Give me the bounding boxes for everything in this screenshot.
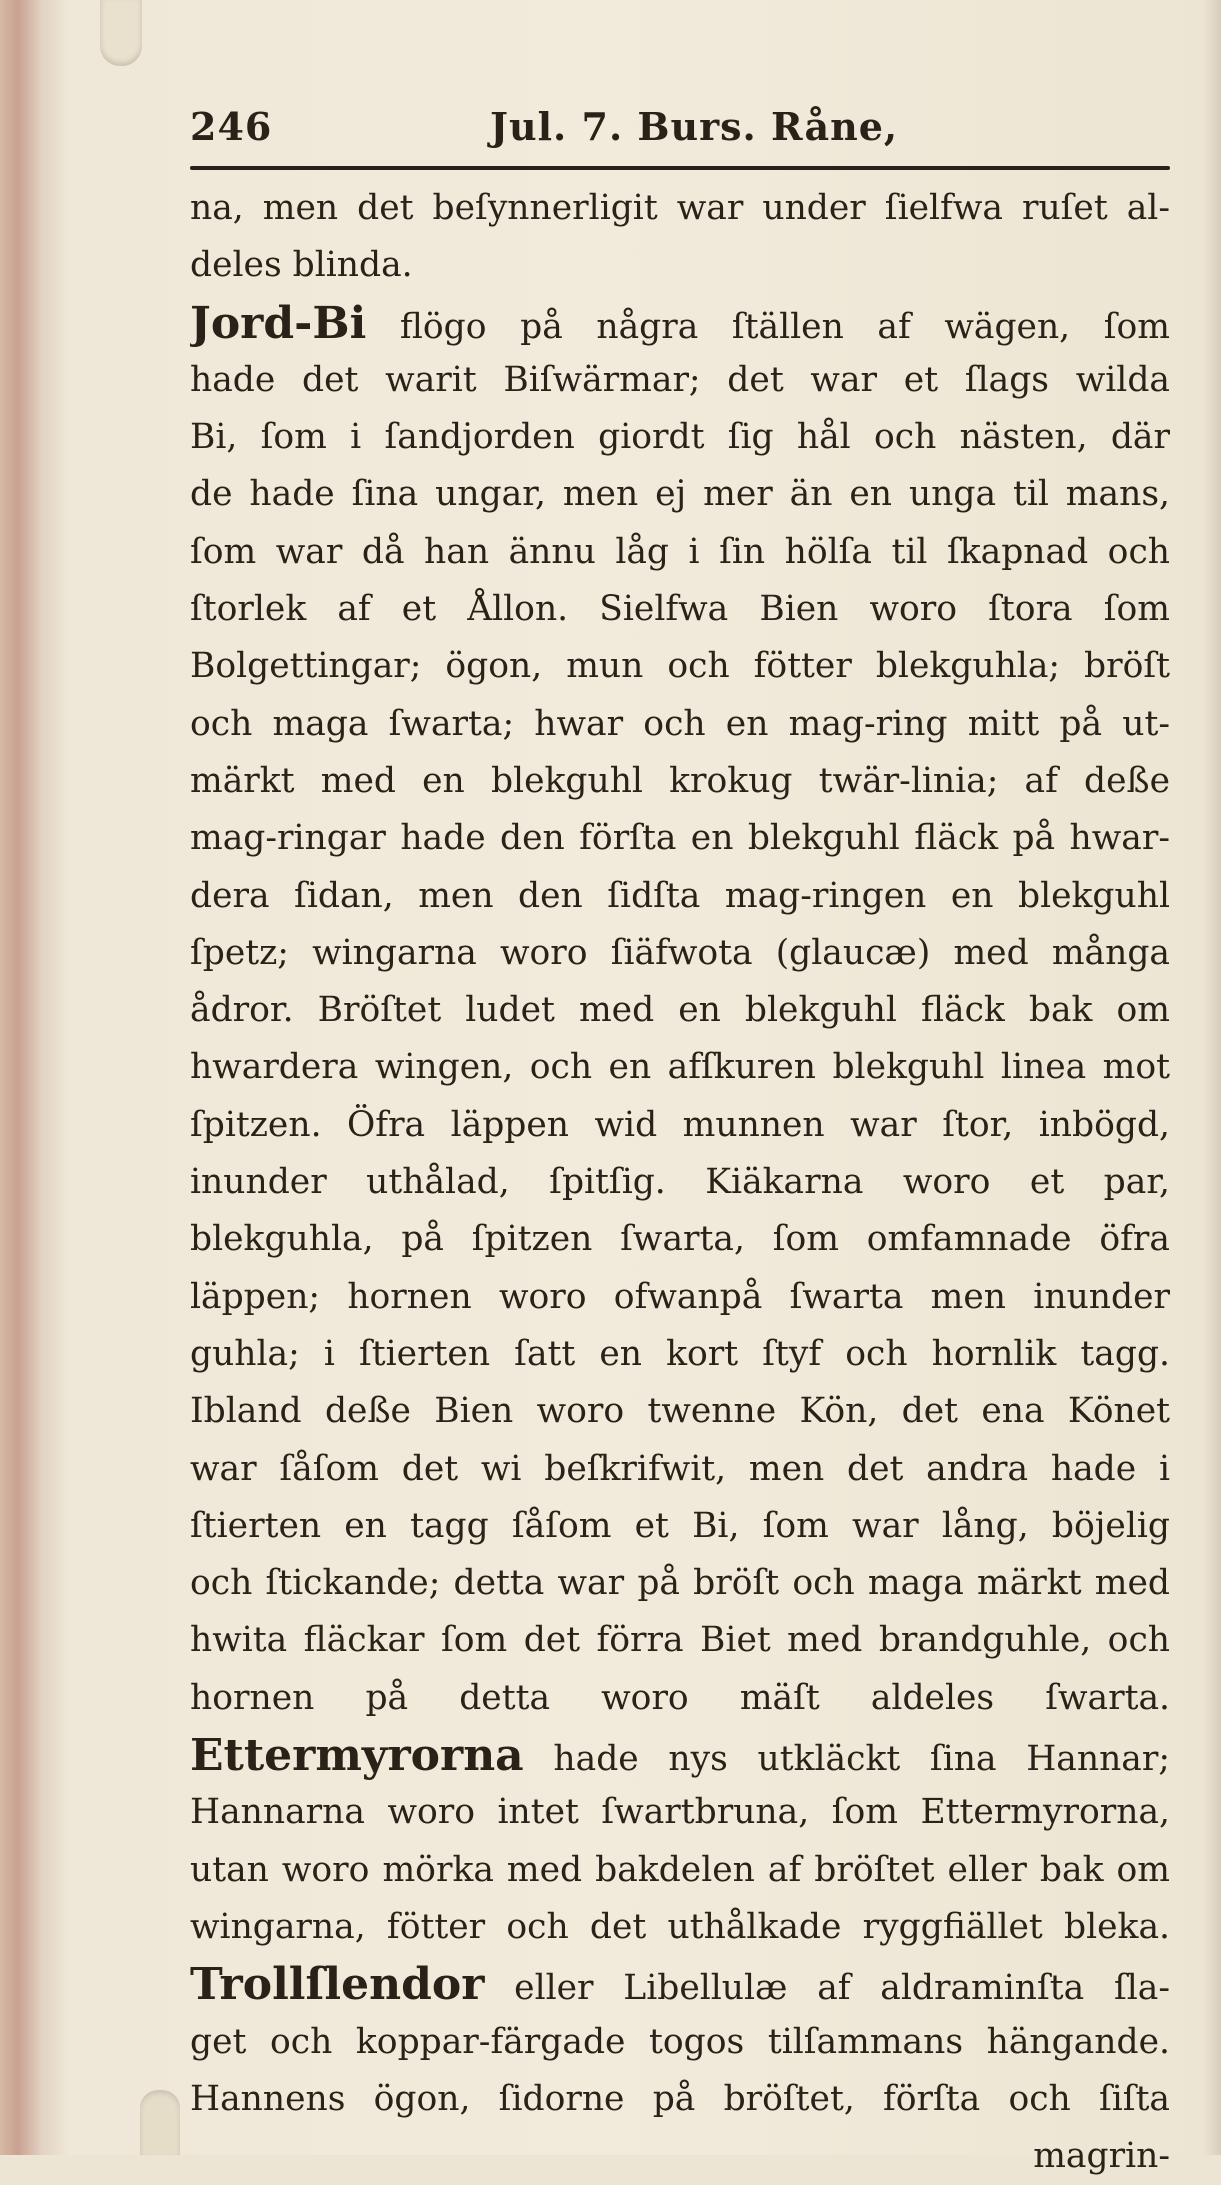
text-line: Ettermyrorna hade nys utkläckt ſina Hannar; xyxy=(190,1730,1170,1782)
text-line: ſom war då han ännu låg i ſin hölſa til ſkapnad och xyxy=(190,531,1170,572)
text-line: mag-ringar hade den förſta en blekguhl fläck på hwar- xyxy=(190,818,1170,859)
text-line: dera ſidan, men den ſidſta mag-ringen en blekguhl xyxy=(190,875,1170,916)
header-rule xyxy=(190,166,1170,170)
text-line: märkt med en blekguhl krokug twär-linia; af deße xyxy=(190,760,1170,801)
page-edge-shadow xyxy=(1203,0,1221,2155)
text-line: deles blinda. xyxy=(190,245,413,286)
text-line: ſtierten en tagg ſåſom et Bi, ſom war lång, böjelig xyxy=(190,1505,1170,1546)
page-number: 246 xyxy=(190,104,273,149)
text-line: och maga ſwarta; hwar och en mag-ring mitt på ut- xyxy=(190,703,1170,744)
text-line: blekguhla, på ſpitzen ſwarta, ſom omfamnade öfra xyxy=(190,1219,1170,1260)
text-line: guhla; i ſtierten ſatt en kort ſtyf och hornlik tagg. xyxy=(190,1333,1170,1374)
text-line: Bolgettingar; ögon, mun och fötter blekguhla; bröſt xyxy=(190,646,1170,687)
text-line: ſtorlek af et Ållon. Sielfwa Bien woro ſtora ſom xyxy=(190,589,1170,630)
page-header xyxy=(190,100,1170,170)
text-line: na, men det beſynnerligit war under ſielfwa ruſet al- xyxy=(190,188,1170,228)
text-line: Bi, ſom i ſandjorden giordt ſig hål och nästen, där xyxy=(190,417,1170,458)
text-line: hwita fläckar ſom det förra Biet med brandguhle, och xyxy=(190,1620,1170,1661)
text-line: ſpetz; wingarna woro ſiäfwota (glaucæ) med många xyxy=(190,932,1170,973)
text-line: hade det warit Biſwärmar; det war et ſlags wilda xyxy=(190,359,1170,400)
text-line: Jord-Bi flögo på några ſtällen af wägen, ſom xyxy=(190,297,1170,349)
text-line: Hannarna woro intet ſwartbruna, ſom Ettermyrorna, xyxy=(190,1792,1170,1833)
text-line: ſpitzen. Öfra läppen wid munnen war ſtor, inbögd, xyxy=(190,1104,1170,1145)
text-line: utan woro mörka med bakdelen af bröſtet eller bak om xyxy=(190,1849,1170,1890)
text-line: wingarna, fötter och det uthålkade ryggfiället bleka. xyxy=(190,1906,1170,1947)
text-line: get och koppar-färgade togos tilſammans hängande. xyxy=(190,2021,1170,2062)
binding-tape-bottom xyxy=(140,2090,180,2155)
text-line: hornen på detta woro mäſt aldeles ſwarta. xyxy=(190,1677,1170,1718)
text-line: war ſåſom det wi beſkrifwit, men det andra hade i xyxy=(190,1448,1170,1489)
text-line: Trollſlendor eller Libellulæ af aldraminſta ſla- xyxy=(190,1959,1170,2011)
text-line: Ibland deße Bien woro twenne Kön, det ena Könet xyxy=(190,1391,1170,1432)
lead-word: Jord-Bi xyxy=(190,297,367,349)
lead-word: Trollſlendor xyxy=(190,1959,485,2011)
text-line: och ſtickande; detta war på bröſt och maga märkt med xyxy=(190,1563,1170,1604)
body-text xyxy=(190,180,1170,2185)
text-line: magrin- xyxy=(1033,2136,1170,2177)
text-line: ådror. Bröſtet ludet med en blekguhl fläck bak om xyxy=(190,990,1170,1031)
text-line: Hannens ögon, ſidorne på bröſtet, förſta och ſiſta xyxy=(190,2078,1170,2119)
binding-tape-top xyxy=(100,0,142,66)
text-line: läppen; hornen woro ofwanpå ſwarta men inunder xyxy=(190,1276,1170,1317)
text-line: de hade ſina ungar, men ej mer än en unga til mans, xyxy=(190,474,1170,515)
text-line: hwardera wingen, och en afſkuren blekguhl linea mot xyxy=(190,1047,1170,1088)
lead-word: Ettermyrorna xyxy=(190,1730,524,1782)
text-line: inunder uthålad, ſpitſig. Kiäkarna woro et par, xyxy=(190,1162,1170,1203)
running-title: Jul. 7. Burs. Råne, xyxy=(490,104,899,149)
